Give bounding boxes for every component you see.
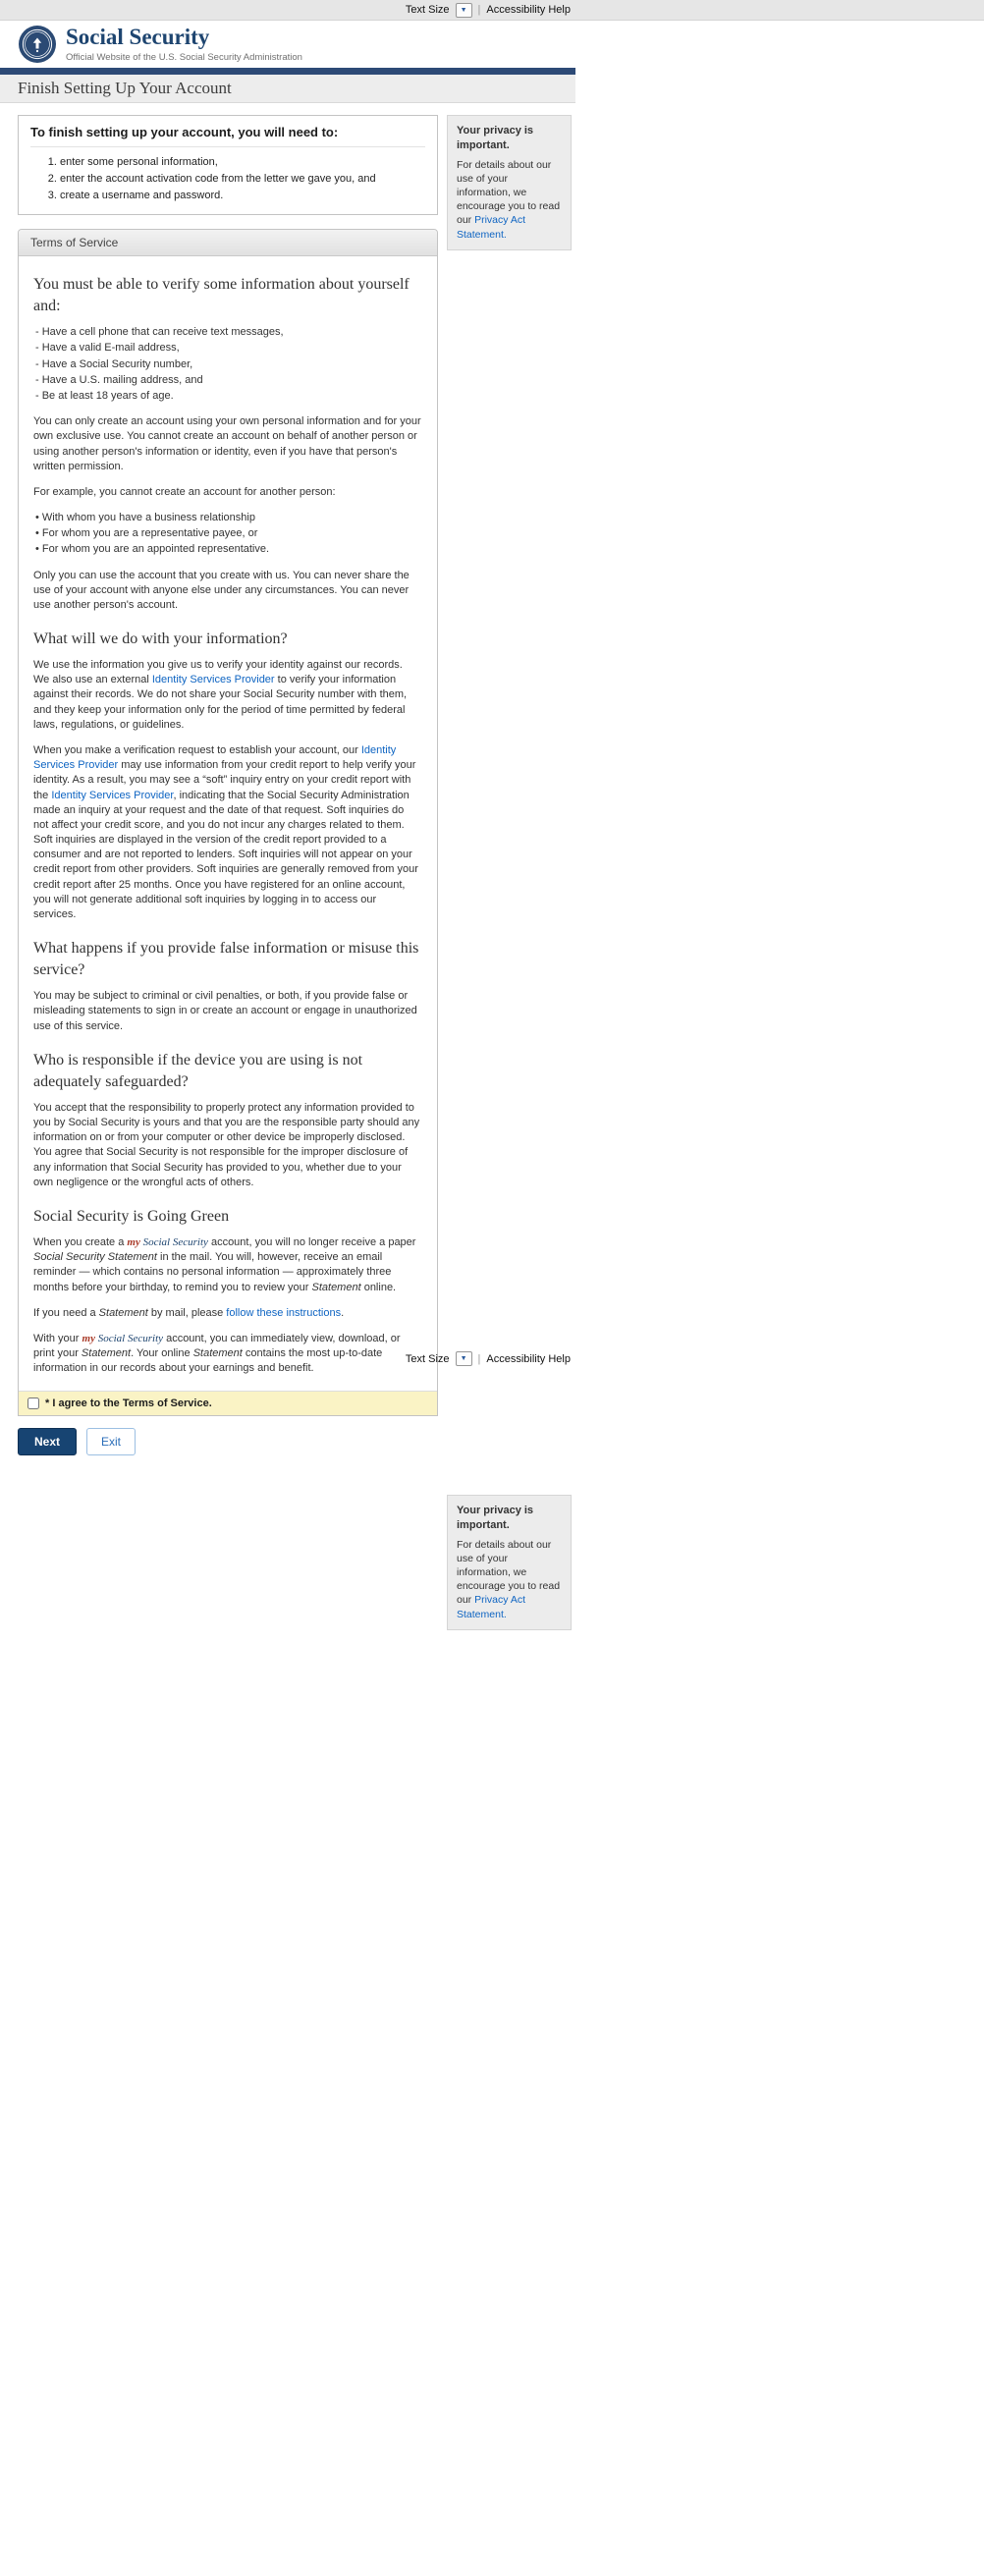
privacy-act-statement-link[interactable]: Privacy Act Statement. — [457, 214, 526, 241]
verify-item: - Have a Social Security number, — [35, 357, 193, 370]
setup-heading: To finish setting up your account, you will need to: — [30, 125, 425, 147]
accessibility-help-link[interactable]: Accessibility Help — [486, 4, 571, 16]
example-restrictions-list — [35, 511, 421, 558]
terms-paragraph: You accept that the responsibility to properly protect any information provided to you by Social Security is yours and that you are the responsible party should any information on or from your computer or other device be improperly disclosed. You agree that Social Security is not responsible for the improper disclosure of any information that Social Security has provided to you, whether due to your own negligence or the wrongful acts of others. — [33, 1101, 420, 1188]
terms-device-heading: Who is responsible if the device you are using is not adequately safeguarded? — [33, 1051, 363, 1090]
identity-services-provider-link[interactable]: Identity Services Provider — [33, 743, 397, 772]
chevron-down-icon: ▼ — [460, 1355, 467, 1362]
page-title: Finish Setting Up Your Account — [18, 79, 232, 97]
terms-text: online. — [360, 1281, 397, 1293]
toolbar-divider: | — [477, 1352, 481, 1365]
terms-text: in the mail. You will, however, receive an email reminder — which contains no personal information — approximately three months before your birthday, to remind you to review your — [33, 1251, 392, 1293]
ssa-seal-icon — [18, 25, 57, 64]
terms-text-italic: Statement — [98, 1306, 148, 1319]
terms-text-italic: Statement — [192, 1347, 243, 1360]
privacy-box-repeat — [447, 1495, 572, 1630]
privacy-title: Your privacy is important. — [457, 125, 534, 151]
brand-social-security: Social Security — [139, 1235, 208, 1248]
next-button[interactable]: Next — [18, 1428, 77, 1455]
terms-text: When you create a — [33, 1235, 128, 1248]
terms-text: , indicating that the Social Security Administration made an inquiry at your request and the date of that request. Soft inquiries do not affect your credit score, and you do not incur any charges related to them. Soft inquiries are displayed in the version of the credit report provided to a consumer and are not reported to lenders. Soft inquiries will not appear on your credit report from other providers. Soft inquiries are generally removed from your credit report after 25 months. Once you have registered for an online account, you will not generate additional soft inquiries by logging in to access our services. — [33, 789, 418, 920]
bottom-toolbar — [0, 1351, 575, 1366]
terms-text: to verify your information against their records. We do not share your Social Security number with them, and they keep your information only for the period of time permitted by federal laws, regulations, or guidelines. — [33, 674, 408, 731]
verify-requirements-list — [35, 325, 421, 404]
terms-text: If you need a — [33, 1306, 99, 1319]
terms-verify-heading: You must be able to verify some information about yourself and: — [33, 276, 410, 315]
verify-item: - Have a U.S. mailing address, and — [35, 373, 203, 386]
privacy-text: For details about our use of your information, we encourage you to read our — [457, 158, 561, 227]
terms-text: may use information from your credit report to help verify your identity. As a result, you may see a “soft” inquiry entry on your credit report with the — [33, 759, 416, 801]
terms-text: We use the information you give us to verify your identity against our records. We also use an external — [33, 659, 403, 686]
terms-false-info-heading: What happens if you provide false information or misuse this service? — [33, 940, 419, 979]
terms-paragraph — [33, 1306, 421, 1321]
terms-paragraph — [33, 1235, 421, 1295]
terms-text: account, you will no longer receive a paper — [207, 1235, 416, 1248]
site-title: Social Security — [66, 24, 210, 49]
terms-text: . Your online — [131, 1347, 193, 1360]
setup-steps-box — [18, 115, 438, 215]
exit-button[interactable]: Exit — [86, 1428, 136, 1455]
terms-paragraph — [33, 658, 421, 733]
terms-text: account, you can immediately view, download, or print your — [33, 1332, 401, 1360]
privacy-title: Your privacy is important. — [457, 1505, 534, 1531]
identity-services-provider-link[interactable]: Identity Services Provider — [51, 789, 174, 801]
restriction-item: • With whom you have a business relationship — [35, 512, 255, 524]
terms-text: by mail, please — [147, 1306, 227, 1319]
setup-step: 1. enter some personal information, — [60, 154, 425, 171]
terms-info-heading: What will we do with your information? — [33, 630, 288, 648]
terms-panel-title: Terms of Service — [19, 230, 437, 256]
terms-text: . — [341, 1306, 345, 1319]
toolbar-divider: | — [477, 4, 481, 16]
restriction-item: • For whom you are an appointed representative. — [35, 543, 270, 556]
terms-text: contains the most up-to-date information in our records about your earnings and benefit. — [33, 1347, 383, 1375]
setup-step: 2. enter the account activation code from the letter we gave you, and — [60, 171, 425, 188]
site-title-block — [66, 26, 302, 63]
terms-paragraph: For example, you cannot create an account for another person: — [33, 485, 336, 498]
privacy-act-statement-link[interactable]: Privacy Act Statement. — [457, 1594, 526, 1620]
main-column — [18, 115, 438, 1455]
privacy-text: For details about our use of your information, we encourage you to read our — [457, 1538, 561, 1607]
brand-my: my — [127, 1235, 140, 1248]
brand-my: my — [82, 1332, 95, 1344]
verify-item: - Be at least 18 years of age. — [35, 389, 174, 402]
agree-row — [19, 1391, 437, 1415]
brand-social-security: Social Security — [94, 1332, 164, 1344]
header-accent-bar — [0, 68, 575, 75]
terms-body — [19, 256, 437, 1391]
terms-paragraph: Only you can use the account that you create with us. You can never share the use of your account with anyone else under any circumstances. You can never use another person's account. — [33, 569, 410, 611]
page-title-band — [0, 75, 575, 103]
terms-of-service-panel — [18, 229, 438, 1416]
terms-text-italic: Social Security Statement — [33, 1251, 157, 1264]
site-header — [0, 21, 575, 68]
terms-text: With your — [33, 1332, 82, 1344]
accessibility-help-link[interactable]: Accessibility Help — [486, 1352, 571, 1365]
action-buttons — [18, 1428, 438, 1455]
top-toolbar — [0, 0, 984, 21]
terms-paragraph: You may be subject to criminal or civil penalties, or both, if you provide false or misleading statements to sign in or create an account or engage in unauthorized use of this service. — [33, 990, 417, 1032]
text-size-dropdown[interactable] — [456, 3, 472, 18]
page-column — [0, 21, 575, 1473]
setup-steps-list — [60, 154, 425, 204]
text-size-label: Text Size — [405, 1352, 450, 1365]
agree-label: * I agree to the Terms of Service. — [45, 1398, 212, 1410]
agree-checkbox[interactable] — [27, 1398, 39, 1409]
terms-text: When you make a verification request to establish your account, our — [33, 743, 361, 756]
text-size-dropdown[interactable] — [456, 1351, 472, 1366]
verify-item: - Have a valid E-mail address, — [35, 342, 180, 355]
terms-paragraph — [33, 743, 421, 922]
terms-paragraph: You can only create an account using your own personal information and for your own exclusive use. You cannot create an account on behalf of another person or using another person's information or identity, even if you have that person's written permission. — [33, 415, 421, 472]
verify-item: - Have a cell phone that can receive text messages, — [35, 326, 284, 339]
toolbar-controls — [0, 0, 575, 20]
setup-step: 3. create a username and password. — [60, 188, 425, 204]
site-tagline: Official Website of the U.S. Social Security Administration — [66, 52, 302, 64]
chevron-down-icon: ▼ — [460, 6, 467, 14]
restriction-item: • For whom you are a representative payee, or — [35, 527, 258, 540]
privacy-box — [447, 115, 572, 250]
page-content — [0, 103, 575, 1473]
terms-text-italic: Statement — [81, 1347, 132, 1360]
terms-text-italic: Statement — [311, 1281, 361, 1293]
follow-these-instructions-link[interactable]: follow these instructions — [226, 1306, 342, 1319]
terms-green-heading: Social Security is Going Green — [33, 1207, 230, 1225]
identity-services-provider-link[interactable]: Identity Services Provider — [151, 674, 275, 686]
text-size-label: Text Size — [405, 4, 450, 16]
